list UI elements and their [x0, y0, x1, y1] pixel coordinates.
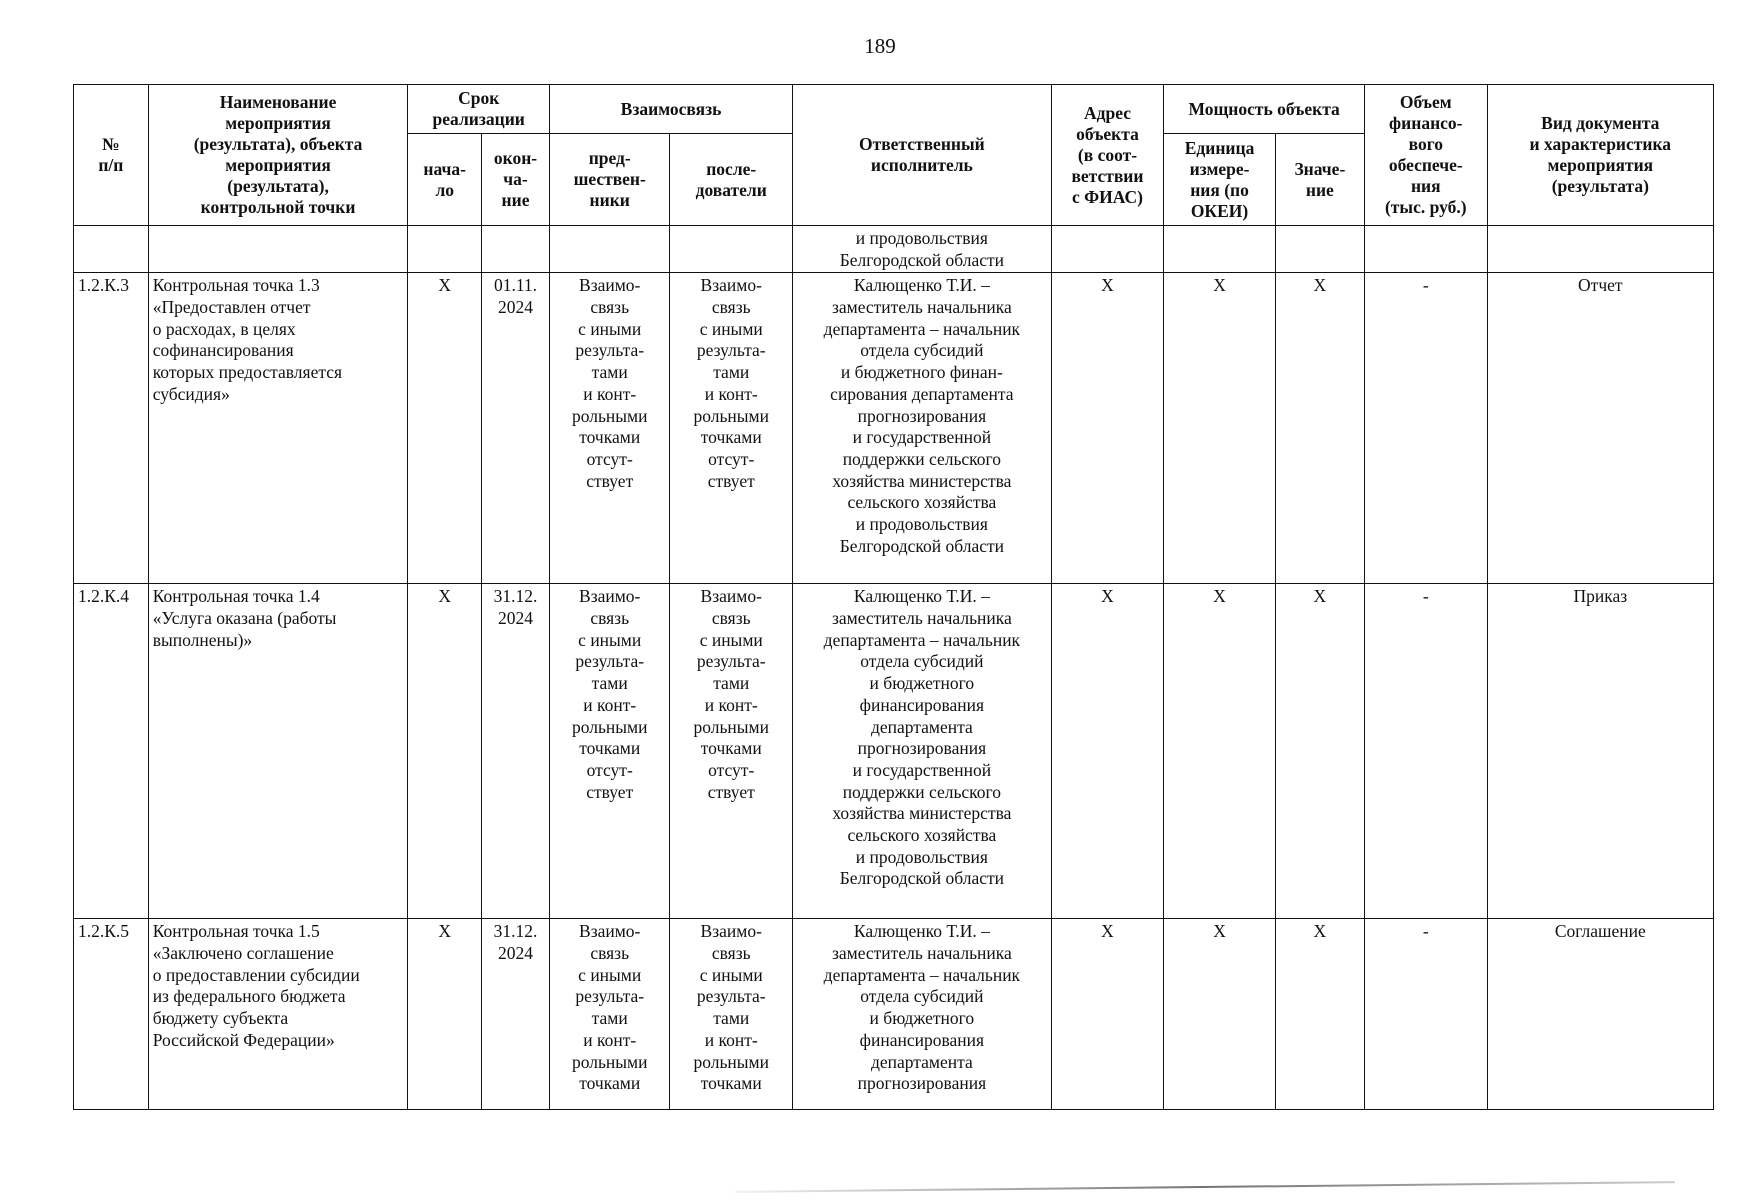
row-end: 31.12. 2024	[482, 919, 550, 1110]
header-doc-type: Вид документа и характеристика мероприятия (результата)	[1487, 85, 1713, 226]
row-responsible: Калющенко Т.И. – заместитель начальника департамента – начальник отдела субсидий и бюджетного финансирования департамента прогнозирования и государственной поддержки сельского хозяйства министерства сельского хозяйства и продовольствия Белгородской области	[793, 584, 1052, 919]
row-num: 1.2.К.4	[74, 584, 149, 919]
cell-empty	[74, 226, 149, 273]
header-name: Наименование мероприятия (результата), объекта мероприятия (результата), контрольной точки	[148, 85, 408, 226]
row-responsible: Калющенко Т.И. – заместитель начальника департамента – начальник отдела субсидий и бюджетного финан- сирования департамента прогнозирования и государственной поддержки сельского хозяйства министерства сельского хозяйства и продовольствия Белгородской области	[793, 273, 1052, 584]
table-row	[74, 273, 1714, 584]
scan-artifact-line	[735, 1181, 1675, 1193]
continuation-row	[74, 226, 1714, 273]
table-row	[74, 584, 1714, 919]
row-name: Контрольная точка 1.3 «Предоставлен отчет о расходах, в целях софинансирования которых предоставляется субсидия»	[148, 273, 408, 584]
header-num: № п/п	[74, 85, 149, 226]
row-unit: X	[1164, 919, 1275, 1110]
row-prev: Взаимо- связь с иными результа- тами и конт- рольными точками	[550, 919, 670, 1110]
cell-empty	[1051, 226, 1164, 273]
cell-empty	[1164, 226, 1275, 273]
row-prev: Взаимо- связь с иными результа- тами и конт- рольными точками отсут- ствует	[550, 584, 670, 919]
header-finance: Объем финансо- вого обеспече- ния (тыс. руб.)	[1364, 85, 1487, 226]
header-term-end: окон- ча- ние	[482, 134, 550, 226]
table-row	[74, 919, 1714, 1110]
row-value: X	[1275, 273, 1364, 584]
header-row-top	[74, 85, 1714, 134]
row-prev: Взаимо- связь с иными результа- тами и конт- рольными точками отсут- ствует	[550, 273, 670, 584]
page-number: 189	[864, 34, 896, 58]
header-value: Значе- ние	[1275, 134, 1364, 226]
continuation-responsible: и продовольствия Белгородской области	[793, 226, 1052, 273]
cell-empty	[408, 226, 482, 273]
cell-empty	[1275, 226, 1364, 273]
row-next: Взаимо- связь с иными результа- тами и конт- рольными точками	[670, 919, 793, 1110]
row-unit: X	[1164, 273, 1275, 584]
row-next: Взаимо- связь с иными результа- тами и конт- рольными точками отсут- ствует	[670, 584, 793, 919]
header-link-prev: пред- шествен- ники	[550, 134, 670, 226]
header-link: Взаимосвязь	[550, 85, 793, 134]
row-doc: Соглашение	[1487, 919, 1713, 1110]
row-start: X	[408, 584, 482, 919]
header-unit: Единица измере- ния (по ОКЕИ)	[1164, 134, 1275, 226]
row-address: X	[1051, 273, 1164, 584]
row-address: X	[1051, 919, 1164, 1110]
cell-empty	[670, 226, 793, 273]
cell-empty	[1364, 226, 1487, 273]
cell-empty	[482, 226, 550, 273]
row-end: 01.11. 2024	[482, 273, 550, 584]
row-doc: Отчет	[1487, 273, 1713, 584]
cell-empty	[550, 226, 670, 273]
row-address: X	[1051, 584, 1164, 919]
row-name: Контрольная точка 1.5 «Заключено соглашение о предоставлении субсидии из федерального бюджета бюджету субъекта Российской Федерации»	[148, 919, 408, 1110]
row-value: X	[1275, 584, 1364, 919]
row-name: Контрольная точка 1.4 «Услуга оказана (работы выполнены)»	[148, 584, 408, 919]
activities-table	[73, 84, 1714, 1110]
row-finance: -	[1364, 584, 1487, 919]
header-term: Срок реализации	[408, 85, 550, 134]
row-next: Взаимо- связь с иными результа- тами и конт- рольными точками отсут- ствует	[670, 273, 793, 584]
header-link-next: после- дователи	[670, 134, 793, 226]
header-address: Адрес объекта (в соот- ветствии с ФИАС)	[1051, 85, 1164, 226]
cell-empty	[148, 226, 408, 273]
row-value: X	[1275, 919, 1364, 1110]
row-doc: Приказ	[1487, 584, 1713, 919]
header-term-start: нача- ло	[408, 134, 482, 226]
row-start: X	[408, 919, 482, 1110]
row-responsible: Калющенко Т.И. – заместитель начальника департамента – начальник отдела субсидий и бюджетного финансирования департамента прогнозирования	[793, 919, 1052, 1110]
header-responsible: Ответственный исполнитель	[793, 85, 1052, 226]
row-finance: -	[1364, 919, 1487, 1110]
row-num: 1.2.К.3	[74, 273, 149, 584]
row-start: X	[408, 273, 482, 584]
header-capacity: Мощность объекта	[1164, 85, 1365, 134]
row-end: 31.12. 2024	[482, 584, 550, 919]
row-finance: -	[1364, 273, 1487, 584]
row-unit: X	[1164, 584, 1275, 919]
cell-empty	[1487, 226, 1713, 273]
row-num: 1.2.К.5	[74, 919, 149, 1110]
